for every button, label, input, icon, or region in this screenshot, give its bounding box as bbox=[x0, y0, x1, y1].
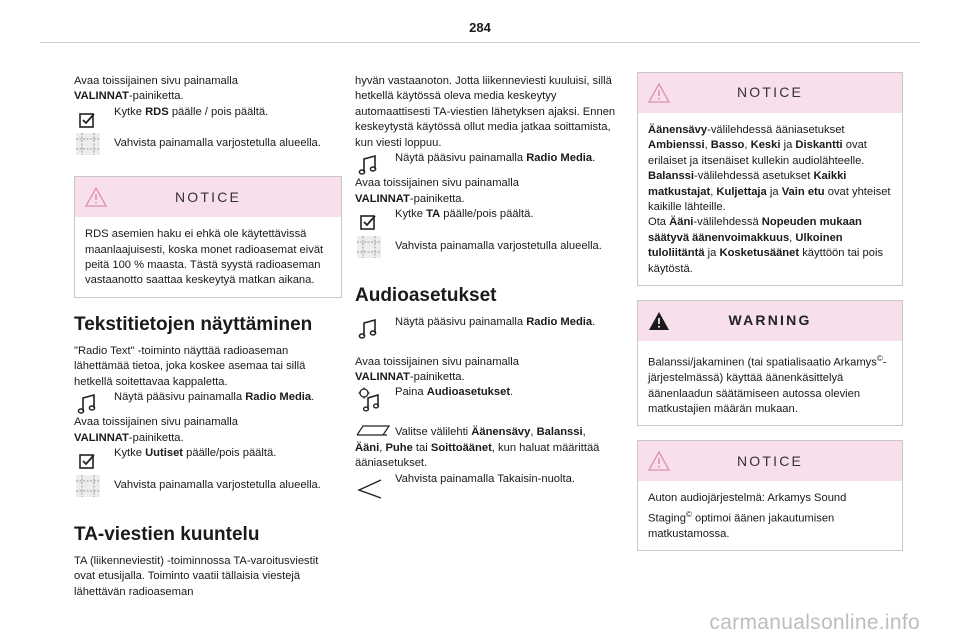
checkbox-toggle-icon bbox=[74, 105, 102, 133]
warning-triangle-icon bbox=[648, 83, 670, 103]
step-news: Kytke Uutiset päälle/pois päältä. bbox=[74, 446, 342, 461]
step-rds: Kytke RDS päälle / pois päältä. bbox=[74, 105, 342, 120]
notice-box bbox=[637, 72, 903, 286]
warning-title: WARNING bbox=[728, 312, 812, 329]
warning-triangle-icon bbox=[648, 451, 670, 471]
notice-text: Äänensävy-välilehdessä ääniasetukset Ambienssi, Basso, Keski ja Diskantti ovat erilaiset ja itsenäiset kullekin audiolähteelle. Balanssi-välilehdessä asetukset Kaikki matkustajat, Kuljettaja ja Vain etu ovat yhteiset kaikille lähteille. Ota Ääni-välilehdessä Nopeuden mukaan säätyvä äänenvoimakkuus, Ulkoinen tuloliitäntä ja Kosketusäänet käyttöön tai pois käytöstä. bbox=[648, 124, 891, 275]
step-audio-settings: Paina Audioasetukset. bbox=[355, 385, 620, 413]
paragraph: Avaa toissijainen sivu painamalla VALINNAT-painiketta. bbox=[355, 355, 519, 384]
paragraph: Avaa toissijainen sivu painamalla VALINNAT-painiketta. bbox=[74, 75, 238, 103]
section-heading: Audioasetukset bbox=[355, 284, 497, 306]
step-confirm: Vahvista painamalla varjostetulla alueella. bbox=[355, 233, 620, 269]
music-note-icon bbox=[355, 151, 383, 179]
shaded-grid-icon bbox=[74, 130, 102, 158]
paragraph: Avaa toissijainen sivu painamalla VALINNAT-painiketta. bbox=[74, 416, 238, 444]
step-back: Vahvista painamalla Takaisin-nuolta. bbox=[355, 472, 620, 502]
back-arrow-icon bbox=[355, 472, 383, 500]
shaded-grid-icon bbox=[74, 472, 102, 500]
audio-settings-icon bbox=[355, 385, 383, 413]
tab-select-icon bbox=[355, 423, 391, 437]
notice-header bbox=[638, 73, 902, 113]
notice-text: RDS asemien haku ei ehkä ole käytettävissä maanlaajuisesti, koska monet radioasemat eivät peitä 100 % maasta. Tästä syystä radioaseman vastaanotto saattaa keskeytyä matkan aikana. bbox=[85, 228, 324, 287]
notice-title: NOTICE bbox=[174, 188, 242, 205]
step-radio-media: Näytä pääsivu painamalla Radio Media. bbox=[355, 151, 620, 166]
warning-header bbox=[638, 301, 902, 341]
shaded-grid-icon bbox=[355, 233, 383, 261]
checkbox-toggle-icon bbox=[355, 207, 383, 235]
step-confirm: Vahvista painamalla varjostetulla alueella. bbox=[74, 472, 342, 508]
header-divider bbox=[40, 42, 920, 43]
warning-triangle-icon bbox=[648, 311, 670, 331]
paragraph: "Radio Text" -toiminto näyttää radioaseman lähettämää tietoa, joka koskee asemaa tai sillä hetkellä soitettavaa kappaletta. bbox=[74, 344, 306, 388]
column-2 bbox=[355, 74, 620, 502]
section-heading: TA-viestien kuuntelu bbox=[74, 523, 260, 545]
paragraph: hyvän vastaanoton. Jotta liikenneviesti kuuluisi, sillä hetkellä käytössä oleva media keskeytyy automaattisesti TA-viestien lähetyksen ajaksi. Ennen keskeytystä käytössä ollut media jatkaa soittamista, kun viesti loppuu. bbox=[355, 75, 616, 149]
checkbox-toggle-icon bbox=[74, 446, 102, 474]
step-select-tab: Valitse välilehti Äänensävy, Balanssi, Ääni, Puhe tai Soittoäänet, kun haluat määrittää ääniasetukset. bbox=[355, 423, 620, 471]
notice-title: NOTICE bbox=[736, 452, 804, 469]
page-number: 284 bbox=[469, 20, 491, 35]
notice-header bbox=[638, 441, 902, 481]
paragraph: Avaa toissijainen sivu painamalla VALINNAT-painiketta. bbox=[355, 177, 519, 205]
paragraph: TA (liikenneviestit) -toiminnossa TA-varoitusviestit ovat etusijalla. Toiminto vaatii tällaisia viestejä lähettävän radioaseman bbox=[74, 554, 319, 598]
column-1 bbox=[74, 74, 342, 600]
notice-title: NOTICE bbox=[736, 84, 804, 101]
watermark: carmanualsonline.info bbox=[709, 610, 920, 634]
step-ta: Kytke TA päälle/pois päältä. bbox=[355, 207, 620, 222]
notice-text: Auton audiojärjestelmä: Arkamys Sound Staging© optimoi äänen jakautumisen matkustamossa. bbox=[648, 492, 847, 540]
column-3 bbox=[637, 72, 903, 551]
music-note-icon bbox=[355, 315, 383, 343]
section-heading: Tekstitietojen näyttäminen bbox=[74, 313, 313, 335]
warning-triangle-icon bbox=[85, 187, 107, 207]
music-note-icon bbox=[74, 390, 102, 418]
notice-box bbox=[74, 176, 342, 298]
step-radio-media: Näytä pääsivu painamalla Radio Media. bbox=[74, 390, 342, 405]
step-confirm: Vahvista painamalla varjostetulla alueella. bbox=[74, 130, 342, 166]
warning-box bbox=[637, 300, 903, 426]
warning-text: Balanssi/jakaminen (tai spatialisaatio Arkamys©-järjestelmässä) käyttää äänenkäsittelyä äänenlaadun säätämiseen autossa olevien matkustajien määrän mukaan. bbox=[648, 354, 887, 416]
notice-header bbox=[75, 177, 341, 217]
step-radio-media: Näytä pääsivu painamalla Radio Media. bbox=[355, 315, 620, 345]
notice-box bbox=[637, 440, 903, 551]
